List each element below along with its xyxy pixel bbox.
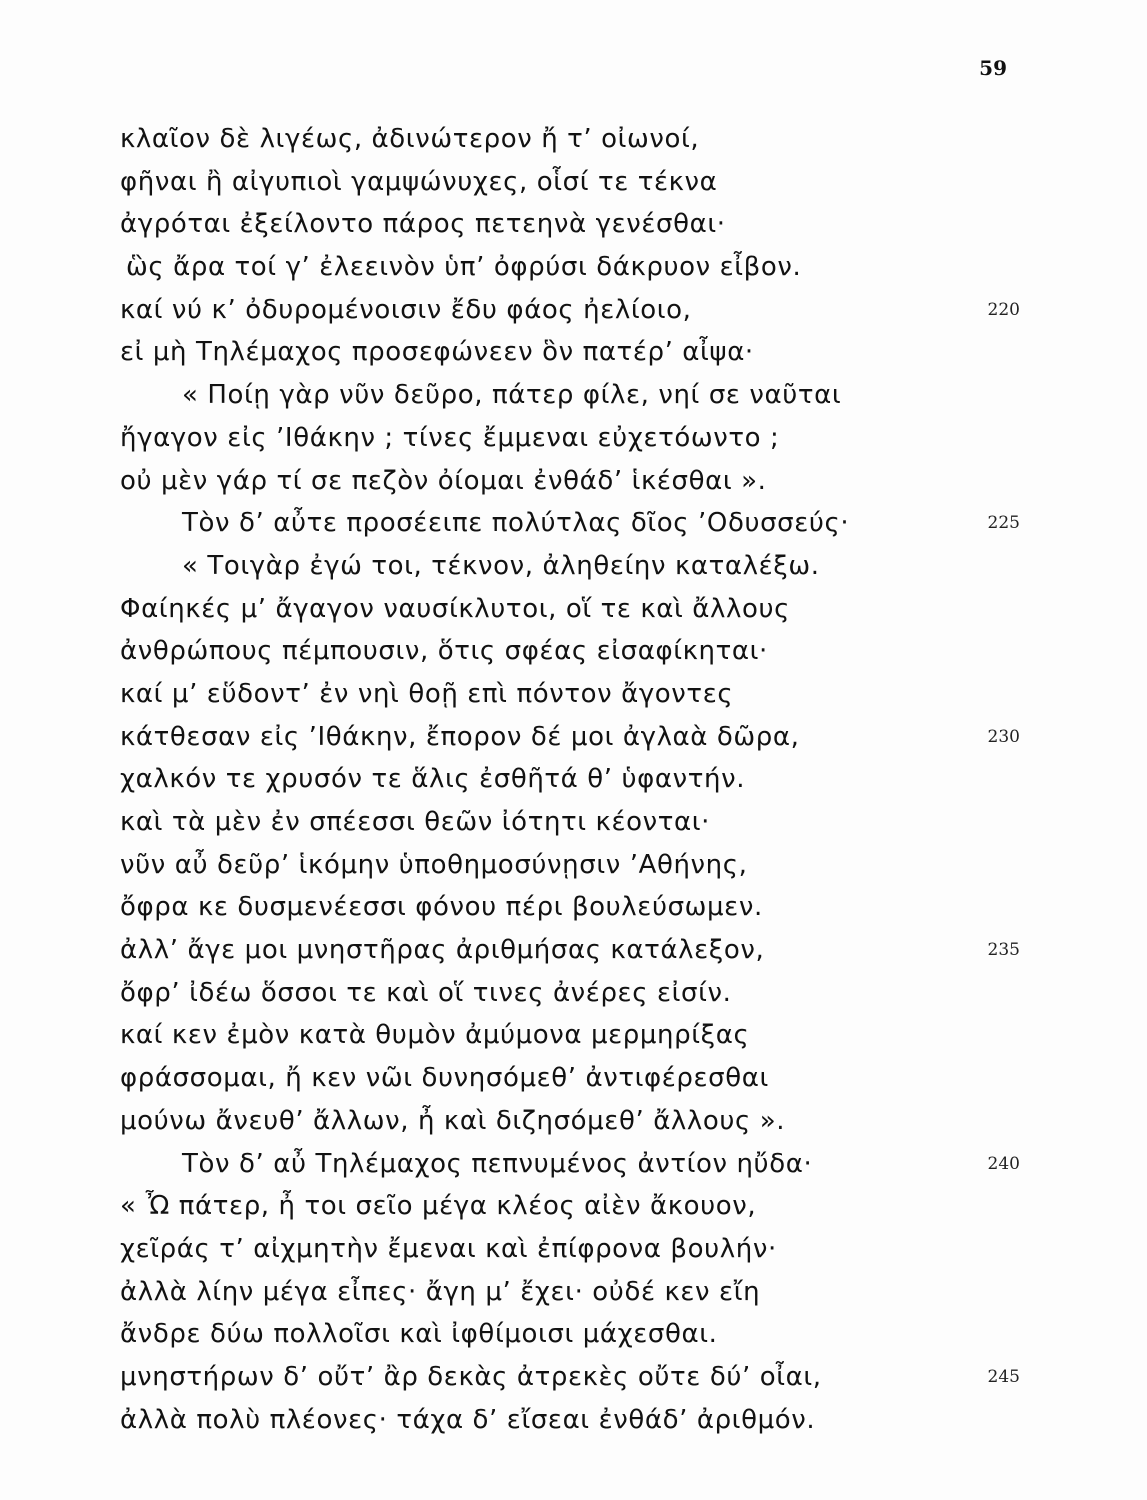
verse-line (120, 1014, 1040, 1057)
verse-line (120, 929, 1040, 972)
verse-text: ὄφρ’ ἰδέω ὅσσοι τε καὶ οἵ τινες ἀνέρες εἰσίν. (120, 977, 732, 1008)
verse-text: ἀλλὰ λίην μέγα εἶπες· ἄγη μ’ ἔχει· οὐδέ κεν εἴη (120, 1276, 761, 1307)
verse-text: κλαῖον δὲ λιγέως, ἀδινώτερον ἤ τ’ οἰωνοί, (120, 124, 700, 154)
verse-line (120, 972, 1040, 1015)
verse-text: καί νύ κ’ ὀδυρομένοισιν ἔδυ φάος ἠελίοιο, (120, 294, 692, 325)
verse-text: οὐ μὲν γάρ τί σε πεζὸν ὀίομαι ἐνθάδ’ ἱκέσθαι ». (120, 465, 767, 496)
verse-text: καί μ’ εὕδοντ’ ἐν νηὶ θοῇ επὶ πόντον ἄγοντες (120, 678, 734, 709)
verse-line (120, 758, 1040, 801)
verse-text: ἀλλ’ ἄγε μοι μνηστῆρας ἀριθμήσας κατάλεξον, (120, 935, 765, 966)
verse-line (120, 417, 1040, 460)
verse-line (120, 844, 1040, 887)
verse-text: « Ὦ πάτερ, ἦ τοι σεῖο μέγα κλέος αἰὲν ἄκουον, (120, 1191, 757, 1222)
verse-text: ἄνδρε δύω πολλοῖσι καὶ ἰφθίμοισι μάχεσθαι. (120, 1319, 718, 1350)
verse-text: ἤγαγον εἰς ’Ιθάκην ; τίνες ἔμμεναι εὐχετόωντο ; (120, 422, 780, 453)
verse-text: ὣς ἄρα τοί γ’ ἐλεεινὸν ὑπ’ ὀφρύσι δάκρυον εἶβον. (126, 252, 802, 283)
verse-text: μνηστήρων δ’ οὔτ’ ἂρ δεκὰς ἀτρεκὲς οὔτε δύ’ οἶαι, (120, 1361, 822, 1392)
verse-line (120, 1228, 1040, 1271)
verse-text: ἀλλὰ πολὺ πλέονες· τάχα δ’ εἴσεαι ἐνθάδ’ ἀριθμόν. (120, 1404, 816, 1435)
line-number: 245 (987, 1366, 1020, 1387)
verse-text: καὶ τὰ μὲν ἐν σπέεσσι θεῶν ἰότητι κέονται· (120, 807, 711, 837)
verse-text: « Τοιγὰρ ἐγώ τοι, τέκνον, ἀληθείην καταλέξω. (182, 550, 820, 581)
verse-text: φράσσομαι, ἤ κεν νῶι δυνησόμεθ’ ἀντιφέρεσθαι (120, 1063, 769, 1094)
verse-text: χαλκόν τε χρυσόν τε ἅλις ἐσθῆτά θ’ ὑφαντήν. (120, 764, 746, 795)
line-number: 230 (987, 726, 1020, 747)
verse-text: καί κεν ἐμὸν κατὰ θυμὸν ἀμύμονα μερμηρίξας (120, 1020, 750, 1051)
page-number: 59 (979, 56, 1007, 80)
verse-line (120, 630, 1040, 673)
verse-line (120, 1399, 1040, 1442)
verse-text: νῦν αὖ δεῦρ’ ἱκόμην ὑποθημοσύνῃσιν ’Αθήνης, (120, 849, 748, 880)
verse-line (120, 801, 1040, 844)
verse-line (120, 673, 1040, 716)
verse-line (120, 716, 1040, 759)
verse-line (120, 588, 1040, 631)
verse-block (120, 118, 1040, 1441)
verse-text: Τὸν δ’ αὖ Τηλέμαχος πεπνυμένος ἀντίον ηὔδα· (182, 1148, 813, 1179)
verse-line (120, 886, 1040, 929)
verse-line (120, 545, 1040, 588)
verse-line (120, 1271, 1040, 1314)
line-number: 220 (987, 299, 1020, 320)
verse-line (120, 374, 1040, 417)
verse-text: Τὸν δ’ αὖτε προσέειπε πολύτλας δῖος ’Οδυσσεύς· (182, 508, 850, 539)
verse-line (120, 161, 1040, 204)
verse-line (120, 1057, 1040, 1100)
verse-line (120, 331, 1040, 374)
verse-text: φῆναι ἢ αἰγυπιοὶ γαμψώνυχες, οἷσί τε τέκνα (120, 166, 718, 197)
verse-line (120, 1143, 1040, 1186)
verse-line (120, 118, 1040, 161)
verse-line (120, 1185, 1040, 1228)
verse-line (120, 502, 1040, 545)
verse-line (120, 289, 1040, 332)
verse-line (120, 1313, 1040, 1356)
verse-line (120, 460, 1040, 503)
verse-text: ὄφρα κε δυσμενέεσσι φόνου πέρι βουλεύσωμεν. (120, 892, 763, 923)
verse-text: « Ποίῃ γὰρ νῦν δεῦρο, πάτερ φίλε, νηί σε ναῦται (182, 380, 842, 411)
line-number: 240 (987, 1153, 1020, 1174)
verse-line (120, 1100, 1040, 1143)
line-number: 225 (987, 513, 1020, 534)
verse-text: χεῖράς τ’ αἰχμητὴν ἔμεναι καὶ ἐπίφρονα βουλήν· (120, 1233, 777, 1264)
verse-line (120, 1356, 1040, 1399)
verse-text: κάτθεσαν εἰς ’Ιθάκην, ἔπορον δέ μοι ἀγλαὰ δῶρα, (120, 721, 800, 752)
line-number: 235 (987, 940, 1020, 961)
verse-line (120, 246, 1040, 289)
verse-text: εἰ μὴ Τηλέμαχος προσεφώνεεν ὃν πατέρ’ αἶψα· (120, 337, 754, 368)
verse-line (120, 203, 1040, 246)
verse-text: μούνω ἄνευθ’ ἄλλων, ἦ καὶ διζησόμεθ’ ἄλλους ». (120, 1105, 786, 1136)
verse-text: Φαίηκές μ’ ἄγαγον ναυσίκλυτοι, οἵ τε καὶ ἄλλους (120, 593, 791, 624)
verse-text: ἀγρόται ἐξείλοντο πάρος πετεηνὰ γενέσθαι· (120, 209, 726, 240)
verse-text: ἀνθρώπους πέμπουσιν, ὅτις σφέας εἰσαφίκηται· (120, 636, 768, 667)
